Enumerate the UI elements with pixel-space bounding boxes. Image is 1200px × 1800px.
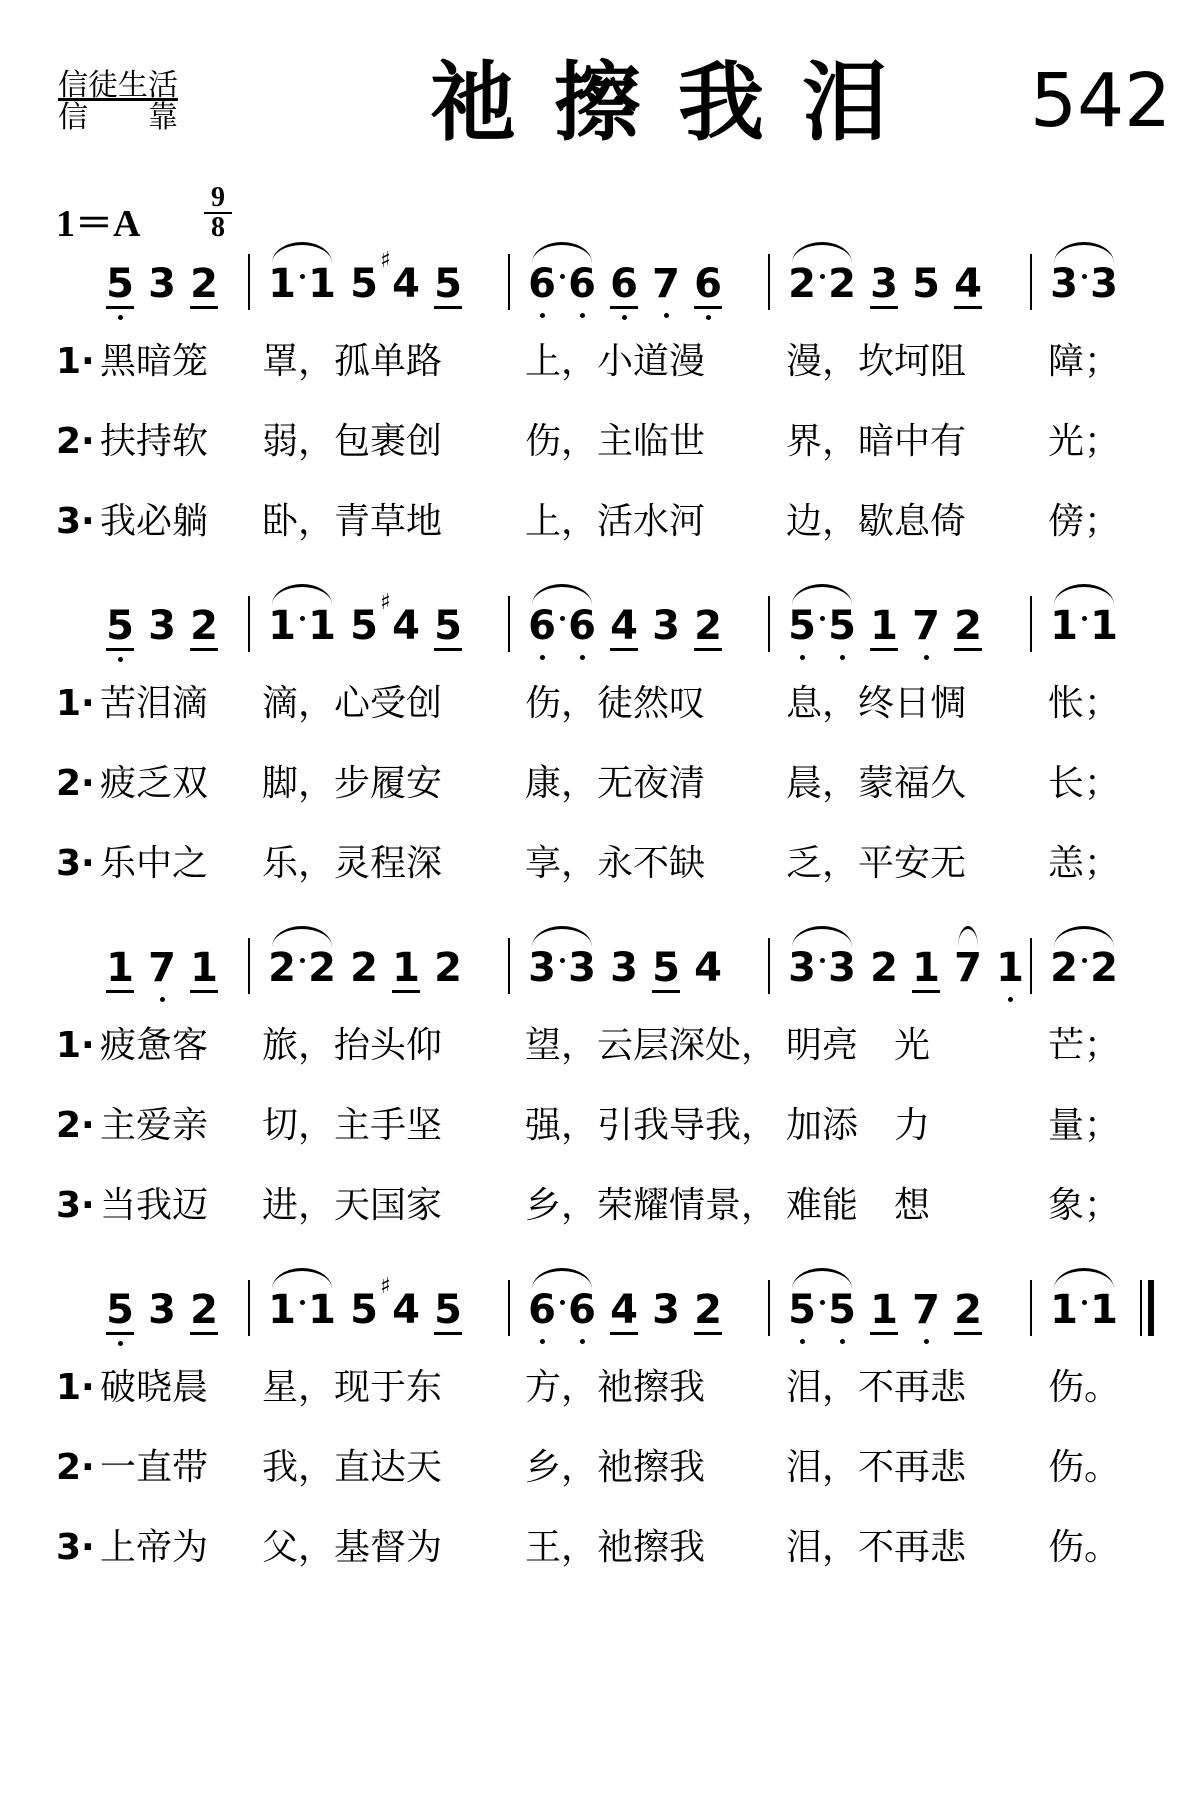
lyric-group: 伤，主临世 <box>525 421 706 462</box>
lyric-group: 象； <box>1048 1185 1121 1226</box>
lyric-row <box>0 420 1200 480</box>
note: 1 <box>1050 1287 1078 1333</box>
tie-arc <box>792 1268 852 1289</box>
note: 1 <box>870 603 898 649</box>
bar-line <box>248 254 250 310</box>
augmentation-dot <box>560 1300 565 1305</box>
lyric-group: 破晓晨 <box>100 1367 209 1408</box>
note: 2 <box>190 1287 218 1333</box>
lyric-group: 方，祂擦我 <box>525 1367 706 1408</box>
note: 3 <box>828 945 856 991</box>
verse-number: 2· <box>56 763 95 804</box>
lyric-group: 乐中之 <box>100 843 209 884</box>
note: 1 <box>996 945 1024 991</box>
note: 4 <box>694 945 722 991</box>
bar-line <box>1030 1280 1032 1336</box>
bar-line <box>768 1280 770 1336</box>
tie-arc <box>958 926 978 947</box>
tie-arc <box>272 584 332 605</box>
tie-arc <box>792 584 852 605</box>
lyric-row <box>0 1446 1200 1506</box>
lyric-group: 父，基督为 <box>262 1527 443 1568</box>
note: 7 <box>148 945 176 991</box>
sharp-sign: ♯ <box>380 248 391 273</box>
note: 1 <box>268 1287 296 1333</box>
augmentation-dot <box>560 958 565 963</box>
note: 6 <box>528 603 556 649</box>
bar-line <box>1030 596 1032 652</box>
lyric-group: 伤。 <box>1048 1367 1121 1408</box>
note: 1 <box>870 1287 898 1333</box>
lyric-row <box>0 1366 1200 1426</box>
lyric-group: 望，云层深处， <box>525 1025 778 1066</box>
note: 5 <box>350 1287 378 1333</box>
lyric-row <box>0 762 1200 822</box>
bar-line <box>768 938 770 994</box>
lyric-group: 滴，心受创 <box>262 683 443 724</box>
verse-number: 1· <box>56 341 95 382</box>
note: 2 <box>434 945 462 991</box>
note: 7 <box>652 261 680 307</box>
augmentation-dot <box>300 1300 305 1305</box>
augmentation-dot <box>1082 274 1087 279</box>
tie-arc <box>532 584 592 605</box>
lyric-group: 乏，平安无 <box>786 843 967 884</box>
note: 5 <box>106 1287 134 1333</box>
bar-line <box>248 596 250 652</box>
lyric-group: 漫，坎坷阻 <box>786 341 967 382</box>
tie-arc <box>272 1268 332 1289</box>
note: 5 <box>350 603 378 649</box>
lyric-group: 进，天国家 <box>262 1185 443 1226</box>
note: 3 <box>568 945 596 991</box>
tie-arc <box>272 926 332 947</box>
key-signature: 1＝A <box>56 203 141 245</box>
lyric-group: 享，永不缺 <box>525 843 706 884</box>
note: 5 <box>434 1287 462 1333</box>
category-line-2: 信 靠 <box>58 100 178 135</box>
bar-line <box>508 596 510 652</box>
tie-arc <box>1054 584 1114 605</box>
note: 6 <box>694 261 722 307</box>
notation-row <box>0 946 1200 1006</box>
lyric-row <box>0 1526 1200 1586</box>
note: 3 <box>788 945 816 991</box>
augmentation-dot <box>300 958 305 963</box>
lyric-group: 明亮 光 <box>786 1025 931 1066</box>
note: 1 <box>1050 603 1078 649</box>
lyric-group: 康，无夜清 <box>525 763 706 804</box>
note: 3 <box>528 945 556 991</box>
lyric-group: 王，祂擦我 <box>525 1527 706 1568</box>
note: 6 <box>568 603 596 649</box>
verse-number: 3· <box>56 843 95 884</box>
tie-arc <box>792 926 852 947</box>
note: 7 <box>912 603 940 649</box>
lyric-group: 上，活水河 <box>525 501 706 542</box>
note: 5 <box>350 261 378 307</box>
lyric-group: 傍； <box>1048 501 1121 542</box>
note: 3 <box>610 945 638 991</box>
verse-number: 1· <box>56 683 95 724</box>
note: 3 <box>148 1287 176 1333</box>
tie-arc <box>1054 242 1114 263</box>
note: 5 <box>434 261 462 307</box>
lyric-group: 量； <box>1048 1105 1121 1146</box>
note: 1 <box>308 603 336 649</box>
note: 4 <box>392 1287 420 1333</box>
lyric-group: 一直带 <box>100 1447 209 1488</box>
augmentation-dot <box>1082 616 1087 621</box>
time-signature-bottom: 8 <box>211 212 225 243</box>
lyric-group: 芒； <box>1048 1025 1121 1066</box>
note: 4 <box>392 261 420 307</box>
sharp-sign: ♯ <box>380 1274 391 1299</box>
bar-line <box>248 938 250 994</box>
bar-line <box>1030 938 1032 994</box>
bar-line <box>768 254 770 310</box>
lyric-group: 加添 力 <box>786 1105 931 1146</box>
lyric-group: 星，现于东 <box>262 1367 443 1408</box>
tie-arc <box>1054 926 1114 947</box>
lyric-group: 切，主手坚 <box>262 1105 443 1146</box>
tie-arc <box>272 242 332 263</box>
final-bar-thick <box>1148 1280 1154 1336</box>
note: 3 <box>148 261 176 307</box>
note: 5 <box>788 603 816 649</box>
sharp-sign: ♯ <box>380 590 391 615</box>
bar-line <box>768 596 770 652</box>
augmentation-dot <box>560 616 565 621</box>
bar-line <box>508 254 510 310</box>
lyric-row <box>0 1104 1200 1164</box>
augmentation-dot <box>560 274 565 279</box>
note: 2 <box>954 1287 982 1333</box>
note: 2 <box>694 1287 722 1333</box>
note: 5 <box>828 603 856 649</box>
augmentation-dot <box>300 274 305 279</box>
augmentation-dot <box>820 274 825 279</box>
note: 5 <box>912 261 940 307</box>
lyric-group: 我必躺 <box>100 501 209 542</box>
note: 1 <box>308 261 336 307</box>
final-bar-thin <box>1140 1280 1142 1336</box>
note: 5 <box>106 261 134 307</box>
lyric-group: 伤，徒然叹 <box>525 683 706 724</box>
note: 1 <box>106 945 134 991</box>
lyric-group: 界，暗中有 <box>786 421 967 462</box>
verse-number: 1· <box>56 1025 95 1066</box>
augmentation-dot <box>820 1300 825 1305</box>
lyric-group: 乡，荣耀情景， <box>525 1185 778 1226</box>
note: 1 <box>268 261 296 307</box>
lyric-row <box>0 1024 1200 1084</box>
lyric-group: 泪，不再悲 <box>786 1447 967 1488</box>
note: 5 <box>106 603 134 649</box>
note: 3 <box>1050 261 1078 307</box>
lyric-group: 当我迈 <box>100 1185 209 1226</box>
verse-number: 2· <box>56 421 95 462</box>
note: 2 <box>1090 945 1118 991</box>
lyric-group: 泪，不再悲 <box>786 1367 967 1408</box>
verse-number: 3· <box>56 501 95 542</box>
bar-line <box>508 1280 510 1336</box>
note: 2 <box>694 603 722 649</box>
bar-line <box>1030 254 1032 310</box>
lyric-group: 我，直达天 <box>262 1447 443 1488</box>
note: 3 <box>148 603 176 649</box>
lyric-group: 苦泪滴 <box>100 683 209 724</box>
note: 1 <box>1090 1287 1118 1333</box>
note: 4 <box>392 603 420 649</box>
lyric-group: 旅，抬头仰 <box>262 1025 443 1066</box>
hymn-category <box>58 70 178 134</box>
note: 2 <box>308 945 336 991</box>
lyric-group: 难能 想 <box>786 1185 931 1226</box>
lyric-group: 强，引我导我， <box>525 1105 778 1146</box>
note: 5 <box>652 945 680 991</box>
augmentation-dot <box>300 616 305 621</box>
time-signature <box>206 184 230 242</box>
lyric-group: 光； <box>1048 421 1121 462</box>
note: 1 <box>308 1287 336 1333</box>
note: 1 <box>190 945 218 991</box>
note: 6 <box>568 261 596 307</box>
lyric-group: 扶持软 <box>100 421 209 462</box>
note: 7 <box>954 945 982 991</box>
notation-row <box>0 590 1200 664</box>
verse-number: 3· <box>56 1185 95 1226</box>
lyric-group: 卧，青草地 <box>262 501 443 542</box>
lyric-row <box>0 682 1200 742</box>
time-signature-top: 9 <box>211 182 225 213</box>
note: 2 <box>350 945 378 991</box>
note: 5 <box>434 603 462 649</box>
lyric-group: 脚，步履安 <box>262 763 443 804</box>
lyric-group: 乐，灵程深 <box>262 843 443 884</box>
note: 2 <box>190 261 218 307</box>
lyric-row <box>0 340 1200 400</box>
tie-arc <box>532 242 592 263</box>
note: 2 <box>268 945 296 991</box>
note: 2 <box>954 603 982 649</box>
lyric-row <box>0 842 1200 902</box>
lyric-group: 伤。 <box>1048 1447 1121 1488</box>
note: 4 <box>954 261 982 307</box>
note: 5 <box>828 1287 856 1333</box>
tie-arc <box>792 242 852 263</box>
note: 5 <box>788 1287 816 1333</box>
note: 1 <box>1090 603 1118 649</box>
lyric-group: 长； <box>1048 763 1121 804</box>
augmentation-dot <box>1082 958 1087 963</box>
bar-line <box>508 938 510 994</box>
lyric-group: 恙； <box>1048 843 1121 884</box>
note: 7 <box>912 1287 940 1333</box>
verse-number: 2· <box>56 1447 95 1488</box>
verse-number: 1· <box>56 1367 95 1408</box>
lyric-group: 乡，祂擦我 <box>525 1447 706 1488</box>
note: 2 <box>190 603 218 649</box>
tie-arc <box>532 1268 592 1289</box>
augmentation-dot <box>820 616 825 621</box>
augmentation-dot <box>1082 1300 1087 1305</box>
tie-arc <box>532 926 592 947</box>
lyric-group: 疲乏双 <box>100 763 209 804</box>
note: 3 <box>652 603 680 649</box>
lyric-group: 上帝为 <box>100 1527 209 1568</box>
lyric-group: 息，终日惆 <box>786 683 967 724</box>
lyric-group: 伤。 <box>1048 1527 1121 1568</box>
tie-arc <box>1054 1268 1114 1289</box>
notation-row <box>0 1274 1200 1348</box>
lyric-group: 边，歇息倚 <box>786 501 967 542</box>
lyric-row <box>0 500 1200 560</box>
note: 3 <box>652 1287 680 1333</box>
note: 2 <box>788 261 816 307</box>
lyric-group: 弱，包裹创 <box>262 421 443 462</box>
note: 6 <box>528 1287 556 1333</box>
hymn-title: 祂擦我泪 <box>430 53 926 153</box>
note: 2 <box>1050 945 1078 991</box>
lyric-group: 黑暗笼 <box>100 341 209 382</box>
category-line-1: 信徒生活 <box>58 68 178 103</box>
notation-row <box>0 248 1200 322</box>
note: 6 <box>610 261 638 307</box>
lyric-group: 障； <box>1048 341 1121 382</box>
lyric-row <box>0 1184 1200 1244</box>
lyric-group: 主爱亲 <box>100 1105 209 1146</box>
lyric-group: 疲惫客 <box>100 1025 209 1066</box>
bar-line <box>248 1280 250 1336</box>
note: 3 <box>870 261 898 307</box>
verse-number: 3· <box>56 1527 95 1568</box>
lyric-group: 泪，不再悲 <box>786 1527 967 1568</box>
note: 4 <box>610 1287 638 1333</box>
note: 2 <box>870 945 898 991</box>
note: 1 <box>268 603 296 649</box>
verse-number: 2· <box>56 1105 95 1146</box>
note: 4 <box>610 603 638 649</box>
note: 6 <box>568 1287 596 1333</box>
note: 2 <box>828 261 856 307</box>
lyric-group: 怅； <box>1048 683 1121 724</box>
lyric-group: 晨，蒙福久 <box>786 763 967 804</box>
lyric-group: 上，小道漫 <box>525 341 706 382</box>
note: 6 <box>528 261 556 307</box>
note: 3 <box>1090 261 1118 307</box>
lyric-group: 罩，孤单路 <box>262 341 443 382</box>
hymn-number: 542 <box>1030 58 1172 144</box>
note: 1 <box>392 945 420 991</box>
note: 1 <box>912 945 940 991</box>
augmentation-dot <box>820 958 825 963</box>
